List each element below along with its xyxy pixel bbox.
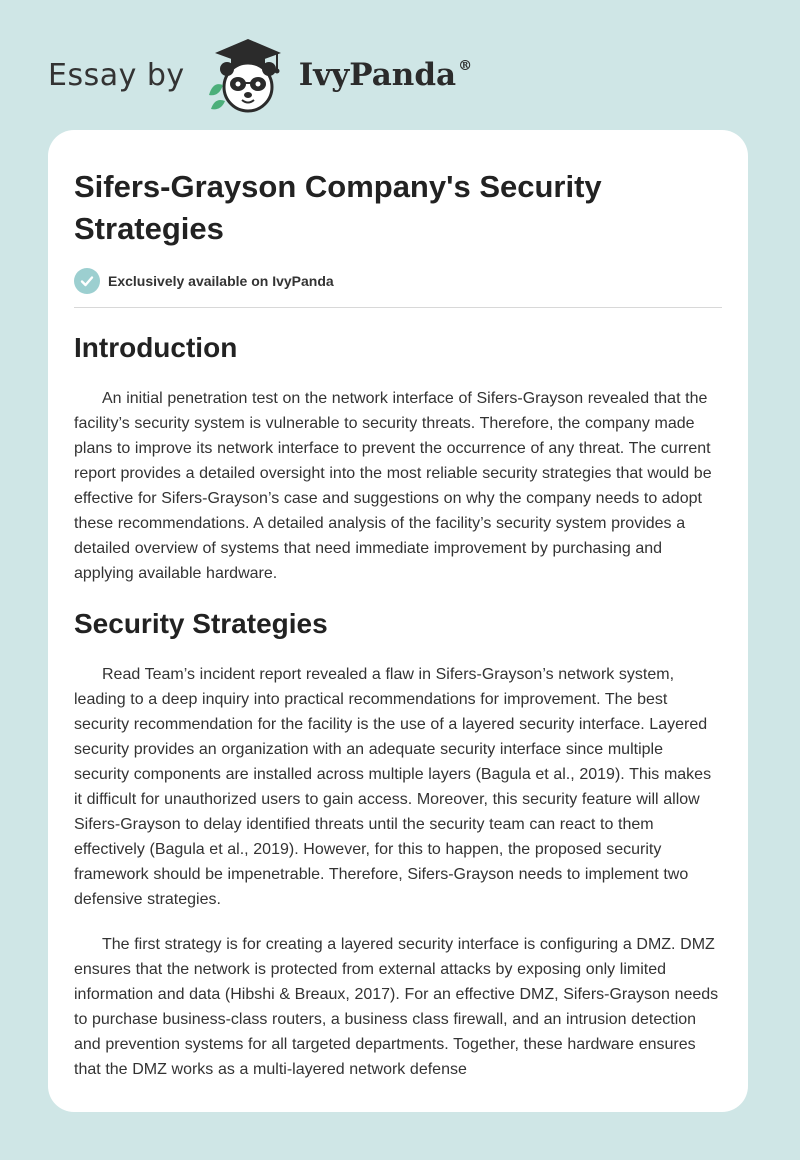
exclusive-badge-label: Exclusively available on IvyPanda [108, 273, 334, 289]
section-heading: Introduction [74, 332, 238, 363]
section-introduction [74, 330, 722, 586]
section-security-strategies [74, 606, 722, 1082]
site-header [48, 30, 472, 120]
brand-name[interactable]: IvyPanda ® [298, 57, 473, 93]
essay-by-label: Essay by [48, 57, 185, 93]
article-title: Sifers-Grayson Company's Security Strategies [74, 169, 602, 246]
panda-logo-icon[interactable] [203, 35, 293, 115]
registered-mark: ® [458, 57, 473, 74]
paragraph: An initial penetration test on the network interface of Sifers-Grayson revealed that the facility’s security system is vulnerable to security threats. Therefore, the company made plans to improve its network interface to prevent the occurrence of any threat. The current report provides a detailed oversight into the most reliable security strategies that would be effective for Sifers-Grayson’s case and suggestions on why the company needs to adopt these recommendations. A detailed analysis of the facility’s security system provides a detailed overview of systems that need immediate improvement by purchasing and applying available hardware. [74, 390, 712, 582]
section-heading: Security Strategies [74, 608, 328, 639]
paragraph: Read Team’s incident report revealed a flaw in Sifers-Grayson’s network system, leading to a deep inquiry into practical recommendations for improvement. The best security recommendation for the facility is the use of a layered security interface. Layered security provides an organization with an adequate security interface since multiple security components are installed across multiple layers (Bagula et al., 2019). This makes it difficult for unauthorized users to gain access. Moreover, this security feature will allow Sifers-Grayson to delay identified threats until the security team can react to them effectively (Bagula et al., 2019). However, for this to happen, the proposed security framework should be impenetrable. Therefore, Sifers-Grayson needs to implement two defensive strategies. [74, 666, 712, 908]
exclusive-badge [74, 268, 722, 294]
paragraph: The first strategy is for creating a layered security interface is configuring a DMZ. DMZ ensures that the network is protected from external attacks by exposing only limited information and data (Hibshi & Breaux, 2017). For an effective DMZ, Sifers-Grayson needs to purchase business-class routers, a business class firewall, and an intrusion detection and prevention systems for all targeted departments. Together, these hardware ensures that the DMZ works as a multi-layered network defense [74, 936, 719, 1078]
divider [74, 307, 722, 308]
article-card [48, 130, 748, 1112]
check-icon [74, 268, 100, 294]
